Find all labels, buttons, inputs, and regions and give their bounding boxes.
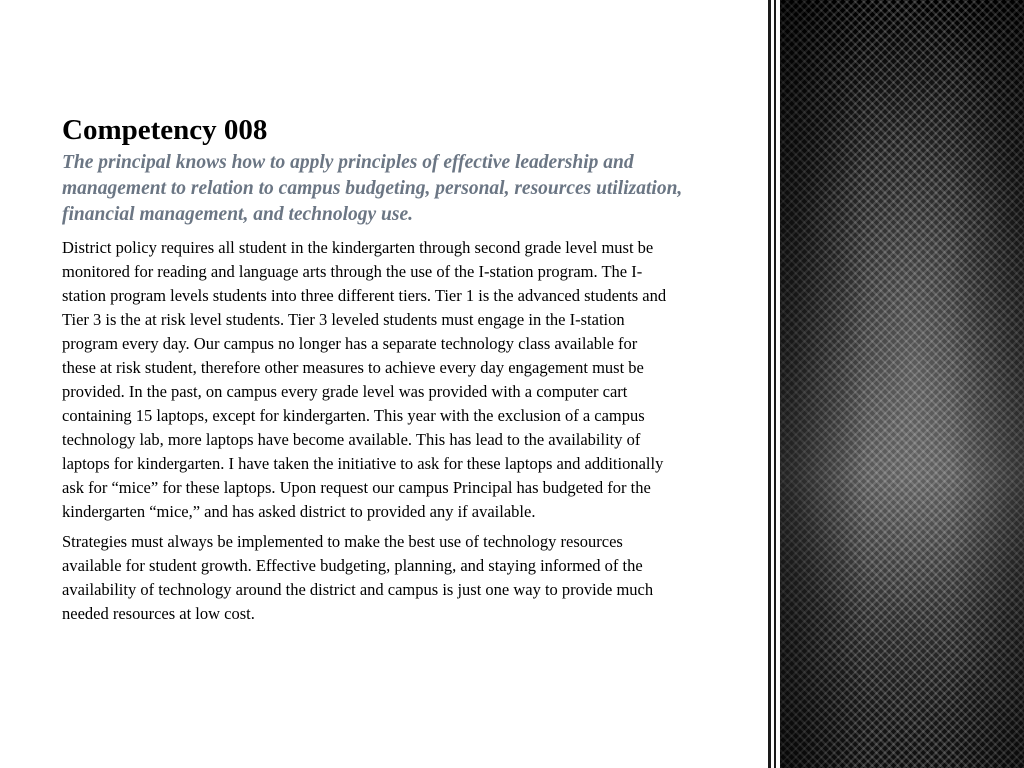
slide-title: Competency 008 <box>62 114 268 146</box>
decorative-carbon-panel <box>780 0 1024 768</box>
body-paragraph-1: District policy requires all student in the kindergarten through second grade level must be monitored for reading and language arts through the use of the I-station program. The I-station program levels students into three different tiers. Tier 1 is the advanced students and Tier 3 is the at risk level students. Tier 3 leveled students must engage in the I-station program every day. Our campus no longer has a separate technology class available for these at risk student, therefore other measures to achieve every day engagement must be provided. In the past, on campus every grade level was provided with a computer cart containing 15 laptops, except for kindergarten. This year with the exclusion of a campus technology lab, more laptops have become available. This has lead to the availability of laptops for kindergarten. I have taken the initiative to ask for these laptops and additionally ask for “mice” for these laptops. Upon request our campus Principal has budgeted for the kindergarten “mice,” and has asked district to provided any if available. <box>62 238 667 521</box>
slide-subtitle: The principal knows how to apply principles of effective leadership and management to relation to campus budgeting, personal, resources utilization, financial management, and technology use. <box>62 152 683 225</box>
body-paragraph-2: Strategies must always be implemented to make the best use of technology resources available for student growth. Effective budgeting, planning, and staying informed of the availability of technology around the district and campus is just one way to provide much needed resources at low cost. <box>62 532 654 623</box>
slide-content <box>62 112 712 626</box>
